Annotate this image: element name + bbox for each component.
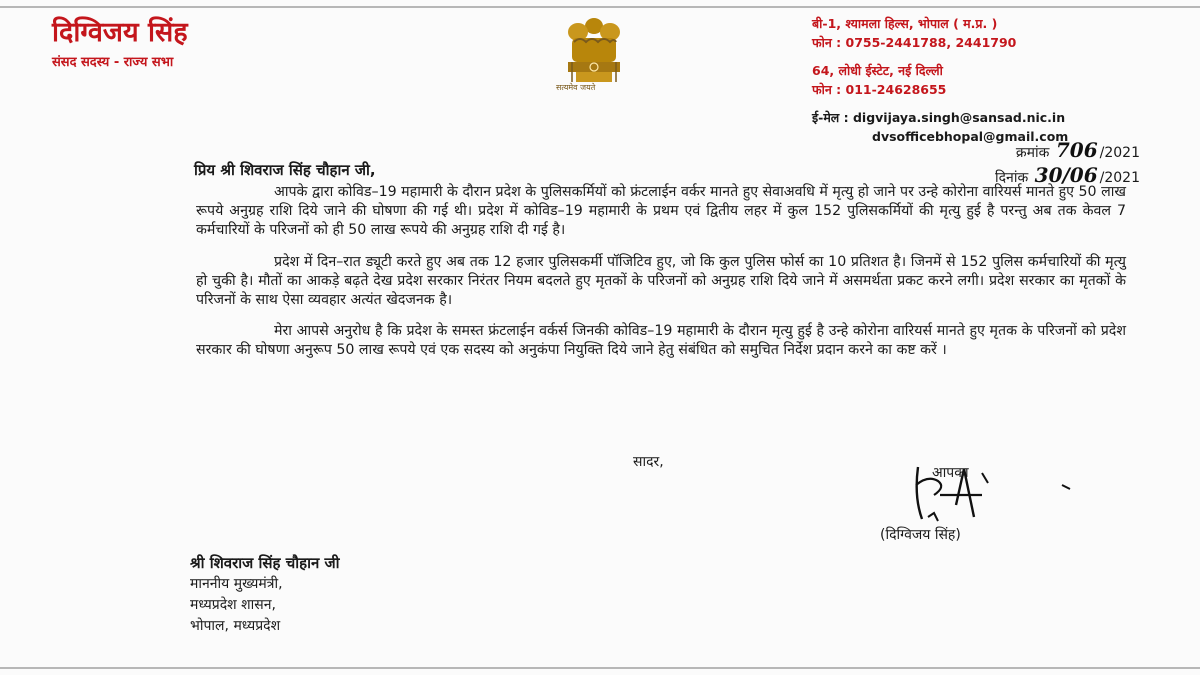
closing: सादर, xyxy=(633,454,664,470)
addressee-line-2: मध्यप्रदेश शासन, xyxy=(190,597,276,613)
letter-body xyxy=(196,183,1126,373)
reference-date-year: /2021 xyxy=(1099,170,1140,186)
email-primary: ई-मेल : digvijaya.singh@sansad.nic.in xyxy=(812,110,1066,125)
letterhead-contact xyxy=(812,14,1068,146)
reference-number-label: क्रमांक xyxy=(1015,145,1050,161)
reference-date-label: दिनांक xyxy=(995,170,1029,186)
delhi-phone: फोन : 011-24628655 xyxy=(812,82,947,97)
email-secondary: dvsofficebhopal@gmail.com xyxy=(872,129,1069,144)
reference-number-line xyxy=(995,139,1140,164)
addressee-name: श्री शिवराज सिंह चौहान जी xyxy=(190,554,340,572)
salutation: प्रिय श्री शिवराज सिंह चौहान जी, xyxy=(194,161,376,179)
signature-icon xyxy=(900,455,1100,535)
reference-date-value: 30/06 xyxy=(1034,163,1098,187)
reference-block xyxy=(995,139,1140,189)
reference-number-value: 706 xyxy=(1055,138,1098,162)
sender-title: संसद सदस्य - राज्य सभा xyxy=(52,55,174,70)
bhopal-address: बी-1, श्यामला हिल्स, भोपाल ( म.प्र. ) xyxy=(812,16,998,31)
paragraph-3: मेरा आपसे अनुरोध है कि प्रदेश के समस्त फ्रंटलाईन वर्कर्स जिनकी कोविड–19 महामारी के दौरान मृत्यु हुई है उन्हे कोरोना वारियर्स मानते हुए मृतक के परिजनों को प्रदेश सरकार की घोषणा अनुरूप 50 लाख रूपये एवं एक सदस्य को अनुकंपा नियुक्ति दिये जाने हेतु संबंधित को समुचित निर्देश प्रदान करने का कष्ट करें । xyxy=(196,323,1126,359)
reference-number-year: /2021 xyxy=(1099,145,1140,161)
addressee-line-1: माननीय मुख्यमंत्री, xyxy=(190,576,283,592)
signatory-name: (दिग्विजय सिंह) xyxy=(880,527,961,543)
addressee-block xyxy=(190,553,340,637)
bottom-edge xyxy=(0,667,1200,669)
paragraph-2: प्रदेश में दिन–रात ड्यूटी करते हुए अब तक 12 हजार पुलिसकर्मी पॉजिटिव हुए, जो कि कुल पुलिस फोर्स का 10 प्रतिशत है। जिनमें से 152 पुलिस कर्मचारियों की मृत्यु हो चुकी है। मौतों का आकड़े बढ़ते देख प्रदेश सरकार निरंतर नियम बदलते हुए मृतकों के परिजनों को अनुग्रह राशि दिये जाने में असमर्थता प्रकट करने लगी। प्रदेश सरकार का मृतकों के परिजनों के साथ ऐसा व्यवहार अत्यंत खेदजनक है। xyxy=(196,253,1126,309)
delhi-address: 64, लोधी ईस्टेट, नई दिल्ली xyxy=(812,63,943,78)
sender-name: दिग्विजय सिंह xyxy=(52,17,188,48)
signature-aapka: आपका xyxy=(932,465,969,481)
bhopal-phone: फोन : 0755-2441788, 2441790 xyxy=(812,35,1017,50)
emblem-motto: सत्यमेव जयते xyxy=(556,83,596,92)
top-edge xyxy=(0,6,1200,8)
letterhead-sender xyxy=(52,12,188,70)
paragraph-1: आपके द्वारा कोविड–19 महामारी के दौरान प्रदेश के पुलिसकर्मियों को फ्रंटलाईन वर्कर मानते हुए सेवाअवधि में मृत्यु हो जाने पर उन्हे कोरोना वारियर्स मानते हुए 50 लाख रूपये अनुग्रह राशि दिये जाने की घोषणा की गई थी। प्रदेश में कोविड–19 महामारी के प्रथम एवं द्वितीय लहर में कुल 152 पुलिसकर्मियों की मृत्यु हुई है परन्तु अब तक केवल 7 कर्मचारियों के परिजनों को ही 50 लाख रूपये की अनुग्रह राशि दी गई है। xyxy=(196,184,1126,239)
addressee-line-3: भोपाल, मध्यप्रदेश xyxy=(190,618,281,634)
